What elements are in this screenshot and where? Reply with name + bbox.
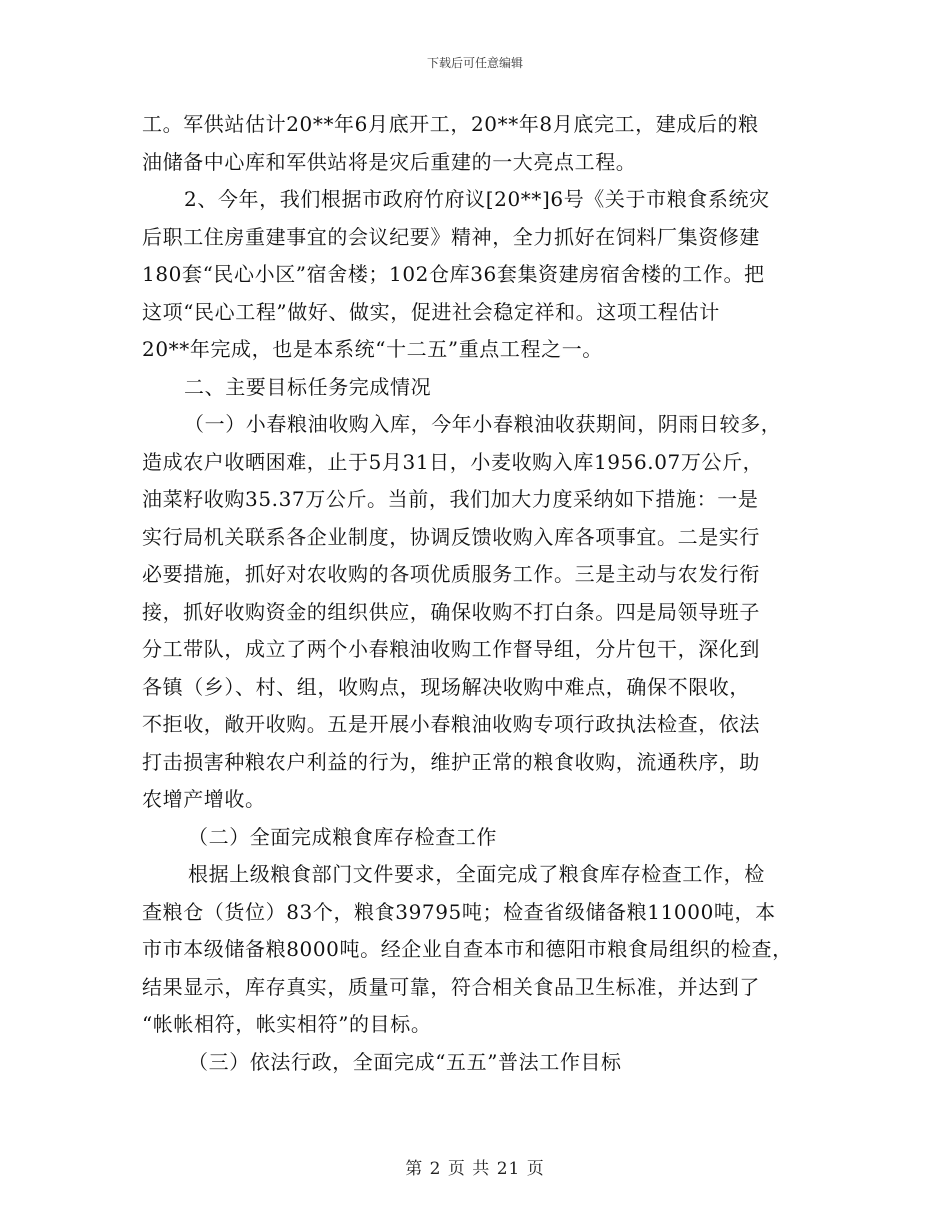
body-line: 这项“民心工程”做好、做实，促进社会稳定祥和。这项工程估计 xyxy=(142,299,720,324)
body-line: 根据上级粮食部门文件要求，全面完成了粮食库存检查工作，检 xyxy=(188,862,765,886)
page-number-footer: 第 2 页 共 21 页 xyxy=(405,1159,545,1179)
body-line: 2、今年，我们根据市政府竹府议[20**]6号《关于市粮食系统灾 xyxy=(184,187,770,211)
body-line: 180套“民心小区”宿舍楼；102仓库36套集资建房宿舍楼的工作。把 xyxy=(142,262,765,286)
body-line: 打击损害种粮农户利益的行为，维护正常的粮食收购，流通秩序，助 xyxy=(142,749,760,774)
section-heading: 二、主要目标任务完成情况 xyxy=(184,374,432,399)
body-line: 油菜籽收购35.37万公斤。当前，我们加大力度采纳如下措施：一是 xyxy=(142,487,759,511)
document-body xyxy=(142,106,814,1081)
body-line: 农增产增收。 xyxy=(142,787,266,811)
body-line: 不拒收，敞开收购。五是开展小春粮油收购专项行政执法检查，依法 xyxy=(142,712,760,736)
page-header-note: 下载后可任意编辑 xyxy=(426,56,523,70)
body-line: （一）小春粮油收购入库，今年小春粮油收获期间，阴雨日较多， xyxy=(184,412,782,436)
body-line: 工。军供站估计20**年6月底开工，20**年8月底完工，建成后的粮 xyxy=(142,112,759,136)
body-line: 分工带队，成立了两个小春粮油收购工作督导组，分片包干，深化到 xyxy=(142,637,760,661)
body-line: 后职工住房重建事宜的会议纪要》精神，全力抓好在饲料厂集资修建 xyxy=(142,224,760,249)
body-line: 必要措施，抓好对农收购的各项优质服务工作。三是主动与农发行衔 xyxy=(142,562,760,586)
body-line: 造成农户收晒困难，止于5月31日，小麦收购入库1956.07万公斤， xyxy=(142,449,764,474)
body-line: 20**年完成，也是本系统“十二五”重点工程之一。 xyxy=(142,337,603,361)
body-line: 结果显示，库存真实，质量可靠，符合相关食品卫生标准，并达到了 xyxy=(142,974,760,999)
subsection-heading: （三）依法行政，全面完成“五五”普法工作目标 xyxy=(188,1049,622,1074)
body-line: 查粮仓（货位）83个，粮食39795吨；检查省级储备粮11000吨，本 xyxy=(142,899,776,924)
subsection-heading: （二）全面完成粮食库存检查工作 xyxy=(188,824,497,849)
body-line: 实行局机关联系各企业制度，协调反馈收购入库各项事宜。二是实行 xyxy=(142,524,760,549)
body-line: 接，抓好收购资金的组织供应，确保收购不打白条。四是局领导班子 xyxy=(142,599,760,624)
body-line: 各镇（乡）、村、组，收购点，现场解决收购中难点，确保不限收， xyxy=(142,674,750,699)
body-line: “帐帐相符，帐实相符”的目标。 xyxy=(142,1012,432,1036)
body-line: 油储备中心库和军供站将是灾后重建的一大亮点工程。 xyxy=(142,149,637,174)
body-line: 市市本级储备粮8000吨。经企业自查本市和德阳市粮食局组织的检查， xyxy=(142,937,793,961)
